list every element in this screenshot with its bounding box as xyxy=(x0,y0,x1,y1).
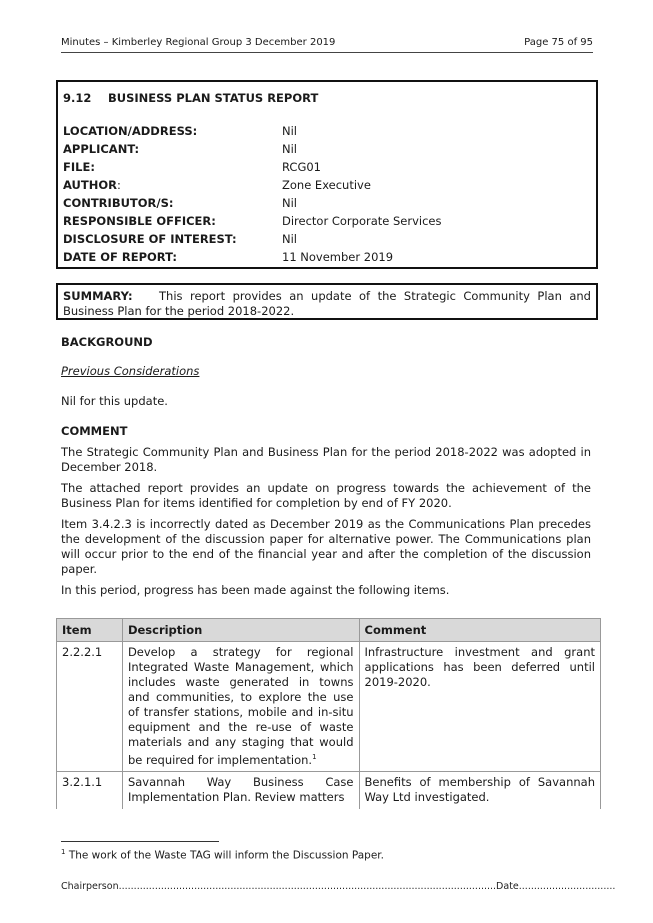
comment-paragraph: The attached report provides an update on progress towards the achievement of the Business Plan for items identified for completion by end of FY 2020. xyxy=(61,481,591,510)
table-row xyxy=(57,642,601,772)
table-row xyxy=(57,771,601,809)
field-value: Zone Executive xyxy=(282,178,371,192)
field-key xyxy=(63,178,121,192)
comment-heading: COMMENT xyxy=(61,424,128,438)
field-value: 11 November 2019 xyxy=(282,250,394,264)
comment-paragraph: Item 3.4.2.3 is incorrectly dated as December 2019 as the Communications Plan precedes the development of the discussion paper for alternative power. The Communications plan will occur prior to the end of the financial year and after the completion of the discussion paper. xyxy=(61,517,591,576)
field-value: Nil xyxy=(282,124,297,138)
field-key: CONTRIBUTOR/S: xyxy=(63,196,174,210)
field-key: LOCATION/ADDRESS: xyxy=(63,124,198,138)
summary-label: SUMMARY: xyxy=(63,289,133,303)
cell-comment: Benefits of membership of Savannah Way Ltd investigated. xyxy=(359,771,601,809)
field-key: DISCLOSURE OF INTEREST: xyxy=(63,232,237,246)
description-text: Develop a strategy for regional Integrated Waste Management, which includes waste generated in towns and communities, to explore the use of transfer stations, mobile and in-situ equipment and the re-use of waste materials and any staging that would be required for implementation. xyxy=(127,645,354,767)
cell-item: 3.2.1.1 xyxy=(57,771,123,809)
column-header-item: Item xyxy=(57,619,123,642)
report-details-box xyxy=(56,80,598,269)
field-value: Director Corporate Services xyxy=(282,214,442,228)
cell-item: 2.2.2.1 xyxy=(57,642,123,772)
field-value: Nil xyxy=(282,196,297,210)
summary-text: This report provides an update of the Strategic Community Plan and Business Plan for the period 2018-2022. xyxy=(63,289,591,318)
cell-description: Savannah Way Business Case Implementation Plan. Review matters xyxy=(122,771,359,809)
comment-paragraph: The Strategic Community Plan and Business Plan for the period 2018-2022 was adopted in December 2018. xyxy=(61,445,591,474)
footnote-text: The work of the Waste TAG will inform the Discussion Paper. xyxy=(68,849,384,862)
background-heading: BACKGROUND xyxy=(61,335,153,349)
comment-paragraph: In this period, progress has been made against the following items. xyxy=(61,583,450,597)
field-key: APPLICANT: xyxy=(63,142,140,156)
report-number: 9.12 xyxy=(63,91,92,105)
column-header-comment: Comment xyxy=(359,619,601,642)
field-key-text: AUTHOR xyxy=(63,178,117,192)
footnote xyxy=(61,848,384,862)
footnote-ref: 1 xyxy=(312,753,317,761)
field-value: Nil xyxy=(282,232,297,246)
column-header-description: Description xyxy=(122,619,359,642)
field-value: Nil xyxy=(282,142,297,156)
field-key: DATE OF REPORT: xyxy=(63,250,177,264)
header-page-number: Page 75 of 95 xyxy=(524,37,593,48)
signature-footer: Chairperson.............................................................................................................................Date................................ xyxy=(61,881,616,892)
footnote-number: 1 xyxy=(61,848,66,856)
footnote-divider xyxy=(61,841,219,842)
progress-table xyxy=(56,618,601,809)
table-header-row xyxy=(57,619,601,642)
previous-considerations-subheading: Previous Considerations xyxy=(61,364,200,378)
header-document-title: Minutes – Kimberley Regional Group 3 December 2019 xyxy=(61,37,336,48)
page-header xyxy=(61,35,593,53)
field-key-suffix: : xyxy=(117,178,121,192)
cell-comment: Infrastructure investment and grant applications has been deferred until 2019-2020. xyxy=(359,642,601,772)
field-key: FILE: xyxy=(63,160,95,174)
background-text: Nil for this update. xyxy=(61,394,168,408)
report-title-text: BUSINESS PLAN STATUS REPORT xyxy=(108,91,319,105)
field-key: RESPONSIBLE OFFICER: xyxy=(63,214,216,228)
summary-box xyxy=(56,283,598,320)
cell-description xyxy=(122,642,359,772)
report-title xyxy=(63,91,318,105)
field-value: RCG01 xyxy=(282,160,321,174)
